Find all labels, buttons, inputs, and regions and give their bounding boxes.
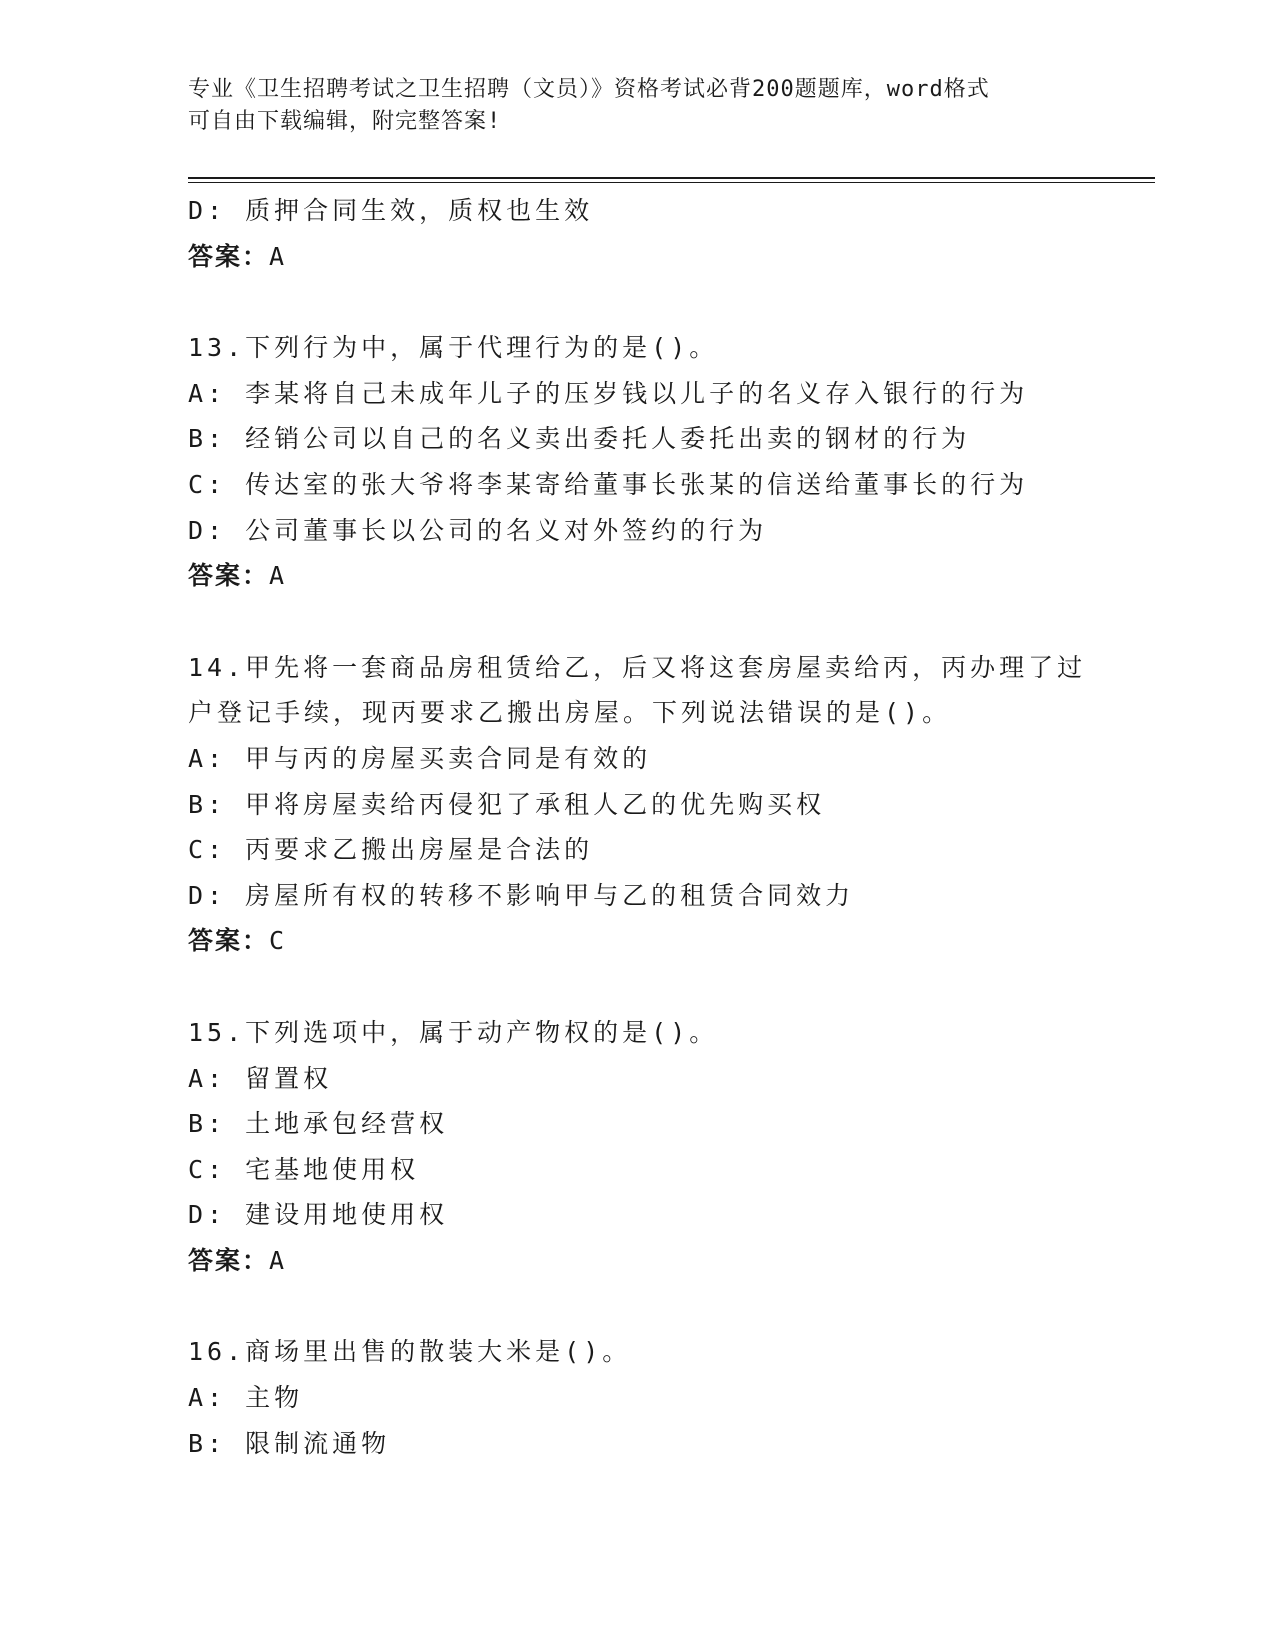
answer-line (188, 1238, 1088, 1284)
question-16 (188, 1329, 1088, 1466)
option-b: B: 经销公司以自己的名义卖出委托人委托出卖的钢材的行为 (188, 424, 971, 454)
question-text: 13.下列行为中，属于代理行为的是()。 (188, 333, 719, 363)
option-c: C: 丙要求乙搬出房屋是合法的 (188, 835, 594, 865)
option-d: D: 公司董事长以公司的名义对外签约的行为 (188, 515, 768, 545)
option-b: B: 土地承包经营权 (188, 1109, 449, 1139)
option-c: C: 传达室的张大爷将李某寄给董事长张某的信送给董事长的行为 (188, 469, 1029, 499)
question-14 (188, 645, 1088, 964)
option-d: D: 建设用地使用权 (188, 1200, 449, 1230)
document-header (188, 74, 1088, 138)
answer-label: 答案： (188, 241, 270, 271)
option-b: B: 甲将房屋卖给丙侵犯了承租人乙的优先购买权 (188, 789, 826, 819)
option-c: C: 宅基地使用权 (188, 1154, 420, 1184)
question-15 (188, 1010, 1088, 1284)
header-title-line-2: 可自由下载编辑，附完整答案! (188, 109, 502, 134)
question-list (188, 188, 1088, 1466)
spacer (188, 599, 1088, 645)
answer-line (188, 234, 1088, 280)
question-text: 16.商场里出售的散装大米是()。 (188, 1337, 632, 1367)
answer-value: A (269, 561, 287, 591)
spacer (188, 964, 1088, 1010)
option-a: A: 甲与丙的房屋买卖合同是有效的 (188, 743, 652, 773)
option-a: A: 主物 (188, 1383, 304, 1413)
question-text-line-1: 14.甲先将一套商品房租赁给乙，后又将这套房屋卖给丙，丙办理了过 (188, 652, 1087, 682)
question-text-line-2: 户登记手续，现丙要求乙搬出房屋。下列说法错误的是()。 (188, 698, 952, 728)
option-a: A: 留置权 (188, 1063, 333, 1093)
spacer (188, 279, 1088, 325)
question-13 (188, 325, 1088, 599)
question-12-tail (188, 188, 1088, 279)
question-text: 15.下列选项中，属于动产物权的是()。 (188, 1017, 719, 1047)
option-a: A: 李某将自己未成年儿子的压岁钱以儿子的名义存入银行的行为 (188, 378, 1029, 408)
header-divider-thin (188, 182, 1155, 183)
answer-value: C (269, 926, 287, 956)
spacer (188, 1283, 1088, 1329)
answer-value: A (269, 241, 287, 271)
option-d: D: 质押合同生效，质权也生效 (188, 196, 594, 225)
option-b: B: 限制流通物 (188, 1428, 391, 1458)
answer-line (188, 553, 1088, 599)
answer-value: A (269, 1245, 287, 1275)
header-divider-thick (188, 177, 1155, 179)
header-title-line-1: 专业《卫生招聘考试之卫生招聘（文员）》资格考试必背200题题库，word格式 (188, 77, 990, 102)
answer-label: 答案： (188, 926, 270, 956)
option-d: D: 房屋所有权的转移不影响甲与乙的租赁合同效力 (188, 880, 855, 910)
answer-label: 答案： (188, 561, 270, 591)
answer-label: 答案： (188, 1245, 270, 1275)
answer-line (188, 918, 1088, 964)
